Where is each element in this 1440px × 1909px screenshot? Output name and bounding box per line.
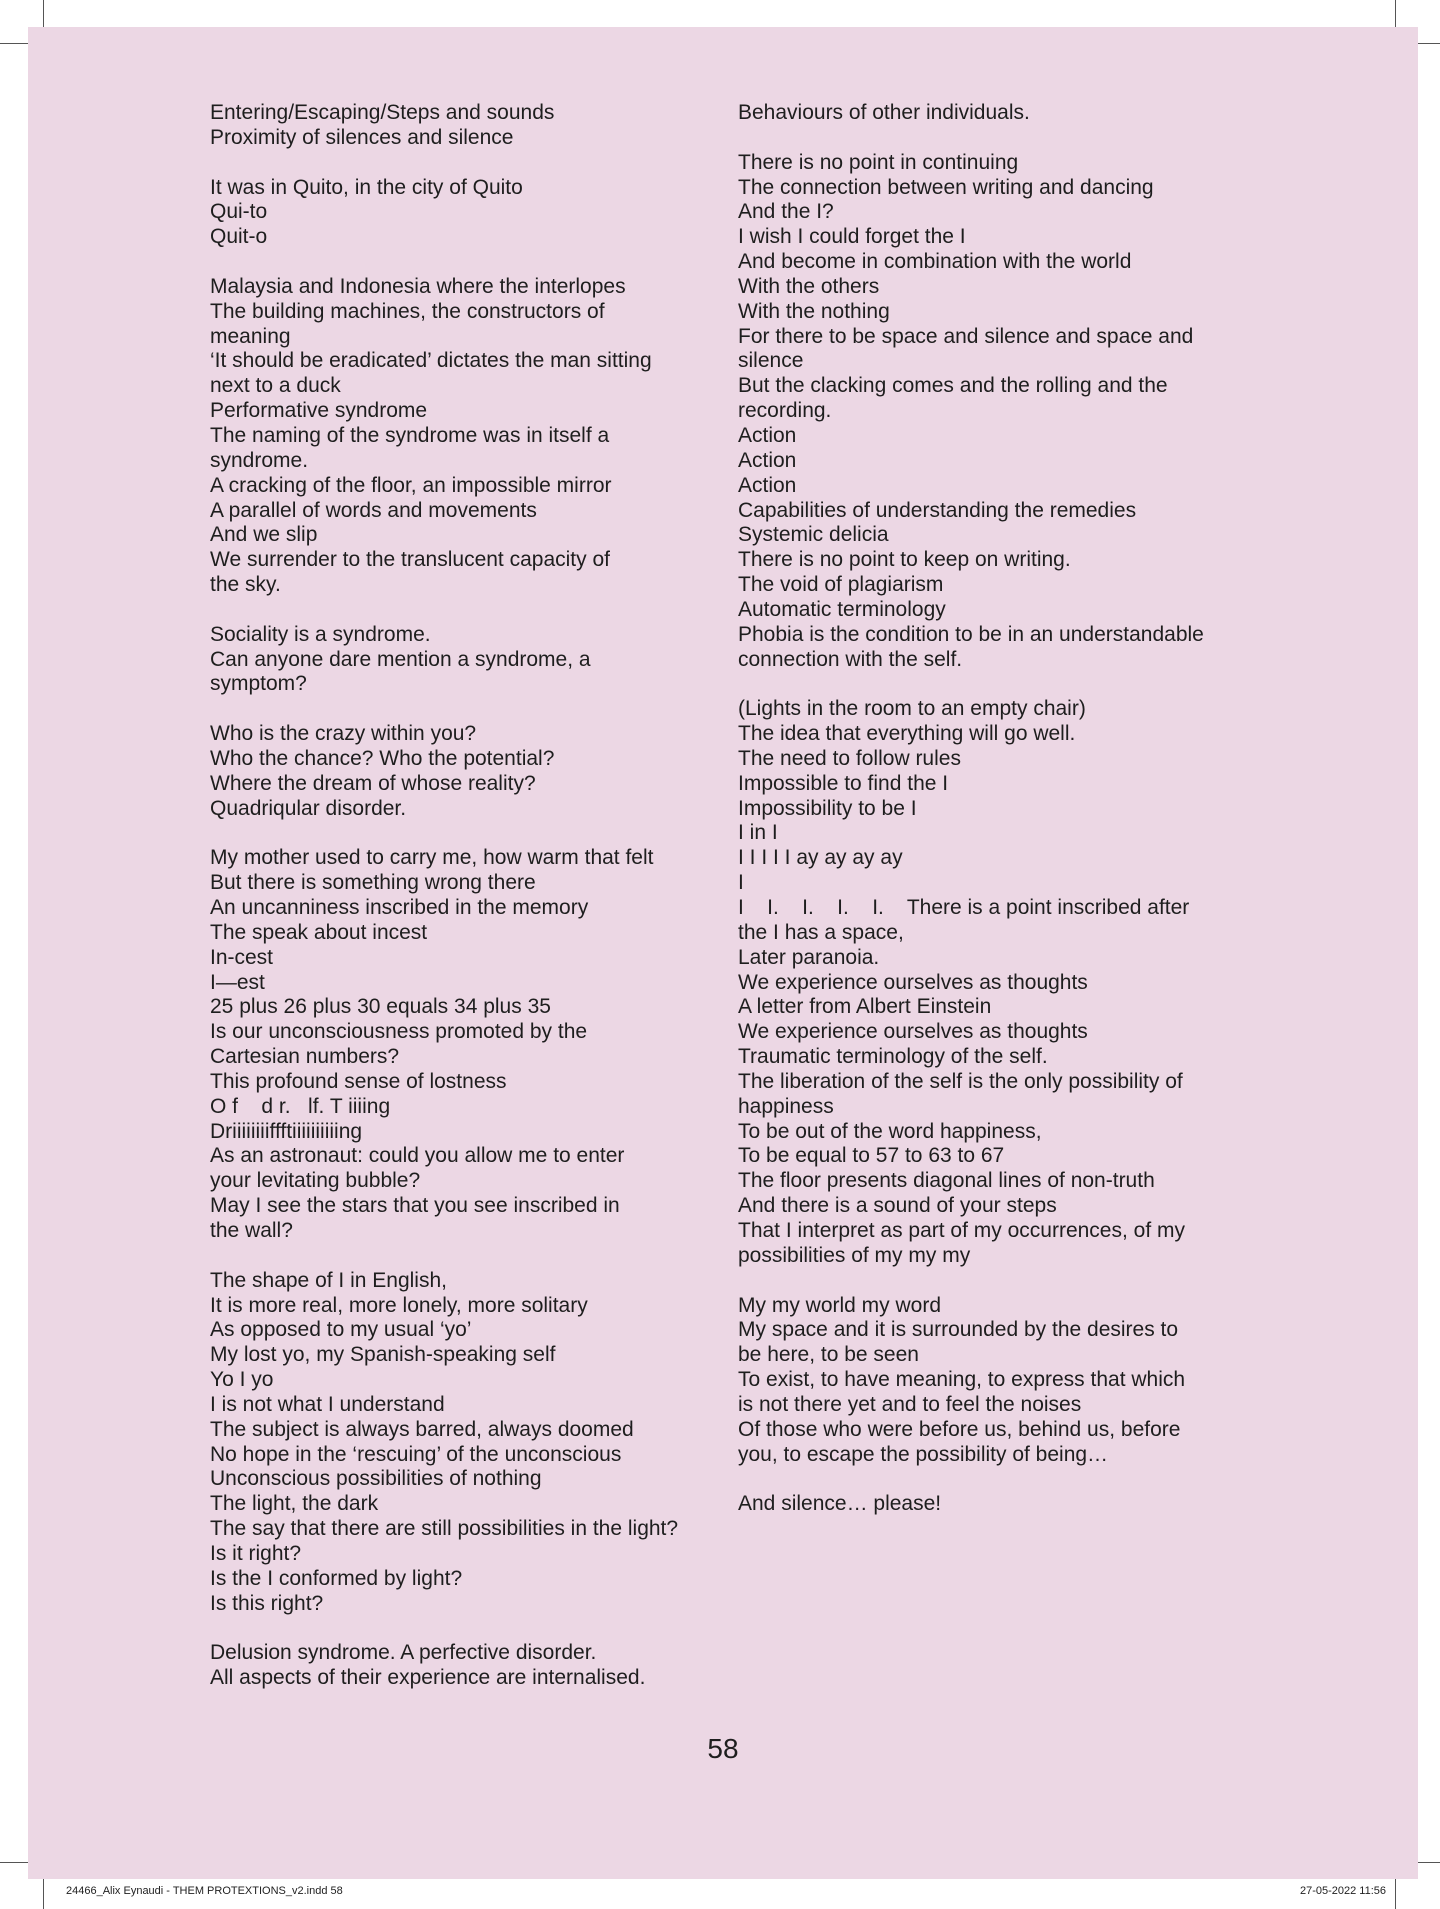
left-text-column <box>210 101 720 1691</box>
text-line: I I. I. I. I. There is a point inscribed after <box>738 896 1190 919</box>
text-line: The need to follow rules <box>738 746 961 770</box>
text-line: Action <box>738 448 797 472</box>
text-line: Automatic terminology <box>738 597 946 621</box>
crop-mark-bottom-right-vertical <box>1395 1879 1396 1909</box>
text-line: I is not what I understand <box>210 1392 445 1416</box>
text-line: But there is something wrong there <box>210 871 536 895</box>
text-line: Capabilities of understanding the remedies <box>738 498 1137 522</box>
text-line: Is this right? <box>210 1591 324 1615</box>
text-line: silence <box>738 349 804 373</box>
text-line: Is it right? <box>210 1541 302 1565</box>
text-line: And become in combination with the world <box>738 250 1132 274</box>
text-line: With the others <box>738 274 880 298</box>
text-line: Can anyone dare mention a syndrome, a <box>210 647 591 671</box>
text-line: The building machines, the constructors of <box>210 299 605 323</box>
text-line: symptom? <box>210 672 307 696</box>
text-line: Sociality is a syndrome. <box>210 622 431 646</box>
text-line: meaning <box>210 324 291 348</box>
stanza-break <box>738 1269 1278 1294</box>
text-line: Performative syndrome <box>210 399 428 423</box>
text-line: 25 plus 26 plus 30 equals 34 plus 35 <box>210 995 551 1019</box>
text-line: The floor presents diagonal lines of non-truth <box>738 1169 1155 1193</box>
text-line: And we slip <box>210 523 318 547</box>
text-line: The void of plagiarism <box>738 573 944 597</box>
text-line: Quit-o <box>210 225 268 249</box>
text-line: The idea that everything will go well. <box>738 722 1076 746</box>
text-line: Action <box>738 473 797 497</box>
text-line: We experience ourselves as thoughts <box>738 970 1088 994</box>
text-line: To exist, to have meaning, to express that which <box>738 1368 1186 1392</box>
text-line: I—est <box>210 970 265 994</box>
text-line: I in I <box>738 821 778 845</box>
text-line: But the clacking comes and the rolling and the <box>738 374 1168 398</box>
text-line: the sky. <box>210 573 281 597</box>
slug-file-info: 24466_Alix Eynaudi - THEM PROTEXTIONS_v2.indd 58 <box>66 1885 343 1897</box>
text-line: connection with the self. <box>738 647 963 671</box>
crop-mark-bottom-left-horizontal <box>0 1862 28 1863</box>
page-sheet <box>28 27 1418 1879</box>
text-line: For there to be space and silence and space and <box>738 324 1194 348</box>
text-line: My my world my word <box>738 1293 942 1317</box>
text-line: syndrome. <box>210 448 309 472</box>
text-line: Behaviours of other individuals. <box>738 101 1030 124</box>
text-line: A letter from Albert Einstein <box>738 995 992 1019</box>
text-line: There is no point to keep on writing. <box>738 548 1071 572</box>
text-line: And the I? <box>738 200 834 224</box>
text-line: Action <box>738 423 797 447</box>
text-line: Traumatic terminology of the self. <box>738 1045 1048 1069</box>
text-line: Systemic delicia <box>738 523 889 547</box>
text-line: There is no point in continuing <box>738 150 1019 174</box>
text-line: Delusion syndrome. A perfective disorder. <box>210 1641 597 1665</box>
text-line: Driiiiiiiiffftiiiiiiiiiing <box>210 1119 363 1143</box>
crop-mark-bottom-left-vertical <box>43 1879 44 1909</box>
stanza-break <box>738 672 1278 697</box>
text-line: Cartesian numbers? <box>210 1045 400 1069</box>
text-line: recording. <box>738 399 832 423</box>
text-line: To be out of the word happiness, <box>738 1119 1042 1143</box>
text-line: The connection between writing and dancing <box>738 175 1154 199</box>
text-line: is not there yet and to feel the noises <box>738 1392 1082 1416</box>
text-line: A cracking of the floor, an impossible mirror <box>210 473 612 497</box>
text-line: Phobia is the condition to be in an understandable <box>738 622 1204 646</box>
text-line: be here, to be seen <box>738 1343 919 1367</box>
text-line: The naming of the syndrome was in itself a <box>210 423 610 447</box>
text-line: My space and it is surrounded by the desires to <box>738 1318 1179 1342</box>
text-line: To be equal to 57 to 63 to 67 <box>738 1144 1005 1168</box>
text-line: May I see the stars that you see inscribed in <box>210 1194 620 1218</box>
text-line: The subject is always barred, always doomed <box>210 1417 634 1441</box>
page-number: 58 <box>707 1733 739 1764</box>
text-line: The liberation of the self is the only possibility of <box>738 1069 1183 1093</box>
stanza-break <box>210 598 720 623</box>
text-line: possibilities of my my my <box>738 1243 971 1267</box>
text-line: My lost yo, my Spanish-speaking self <box>210 1343 556 1367</box>
text-line: A parallel of words and movements <box>210 498 537 522</box>
text-line: Is the I conformed by light? <box>210 1566 463 1590</box>
text-line: All aspects of their experience are internalised. <box>210 1666 646 1690</box>
text-line: Yo I yo <box>210 1368 274 1392</box>
text-line: The speak about incest <box>210 920 428 944</box>
text-line: Where the dream of whose reality? <box>210 771 536 795</box>
text-line: The shape of I in English, <box>210 1268 447 1292</box>
text-line: your levitating bubble? <box>210 1169 421 1193</box>
text-line: My mother used to carry me, how warm that felt <box>210 846 654 870</box>
text-line: It was in Quito, in the city of Quito <box>210 175 523 199</box>
text-line: you, to escape the possibility of being… <box>738 1442 1109 1466</box>
text-line: As an astronaut: could you allow me to enter <box>210 1144 625 1168</box>
text-line: Who the chance? Who the potential? <box>210 746 555 770</box>
text-line: The say that there are still possibilities in the light? <box>210 1517 679 1541</box>
text-line: next to a duck <box>210 374 341 398</box>
text-line: I I I I I ay ay ay ay <box>738 846 903 870</box>
text-line: ‘It should be eradicated’ dictates the man sitting <box>210 349 652 373</box>
text-line: No hope in the ‘rescuing’ of the unconscious <box>210 1442 622 1466</box>
right-text-column <box>738 101 1278 1517</box>
text-line: Of those who were before us, behind us, before <box>738 1417 1181 1441</box>
text-line: the wall? <box>210 1218 293 1242</box>
text-line: I <box>738 871 744 895</box>
crop-mark-top-left-vertical <box>43 0 44 27</box>
text-line: And there is a sound of your steps <box>738 1194 1057 1218</box>
text-line: Impossibility to be I <box>738 796 917 820</box>
text-line: Malaysia and Indonesia where the interlopes <box>210 274 626 298</box>
text-line: Quadriqular disorder. <box>210 796 407 820</box>
stanza-break <box>738 126 1278 151</box>
text-line: We surrender to the translucent capacity of <box>210 548 610 572</box>
text-line: Entering/Escaping/Steps and sounds <box>210 101 555 124</box>
crop-mark-top-left-horizontal <box>0 43 28 44</box>
text-line: Impossible to find the I <box>738 771 949 795</box>
text-line: It is more real, more lonely, more solitary <box>210 1293 588 1317</box>
stanza-break <box>210 250 720 275</box>
text-line: And silence… please! <box>738 1492 942 1516</box>
text-line: the I has a space, <box>738 920 904 944</box>
text-line: I wish I could forget the I <box>738 225 966 249</box>
text-line: Qui-to <box>210 200 268 224</box>
crop-mark-top-right-vertical <box>1395 0 1396 27</box>
stanza-break <box>210 697 720 722</box>
stanza-break <box>210 821 720 846</box>
stanza-break <box>738 1467 1278 1492</box>
text-line: The light, the dark <box>210 1492 379 1516</box>
text-line: Is our unconsciousness promoted by the <box>210 1020 588 1044</box>
slug-timestamp: 27-05-2022 11:56 <box>1299 1885 1386 1897</box>
text-line: Proximity of silences and silence <box>210 125 514 149</box>
text-line: With the nothing <box>738 299 890 323</box>
text-line: Who is the crazy within you? <box>210 722 477 746</box>
text-line: An uncanniness inscribed in the memory <box>210 896 589 919</box>
text-line: Unconscious possibilities of nothing <box>210 1467 542 1491</box>
text-line: As opposed to my usual ‘yo’ <box>210 1318 472 1342</box>
text-line: We experience ourselves as thoughts <box>738 1020 1088 1044</box>
text-line: In-cest <box>210 945 274 969</box>
stanza-break <box>210 1244 720 1269</box>
text-line: (Lights in the room to an empty chair) <box>738 697 1086 721</box>
text-line: That I interpret as part of my occurrences, of my <box>738 1218 1185 1242</box>
text-line: happiness <box>738 1094 834 1118</box>
text-line: Later paranoia. <box>738 945 880 969</box>
stanza-break <box>210 1616 720 1641</box>
text-line: This profound sense of lostness <box>210 1069 507 1093</box>
text-line: O f d r. lf. T iiiing <box>210 1094 391 1118</box>
stanza-break <box>210 151 720 176</box>
